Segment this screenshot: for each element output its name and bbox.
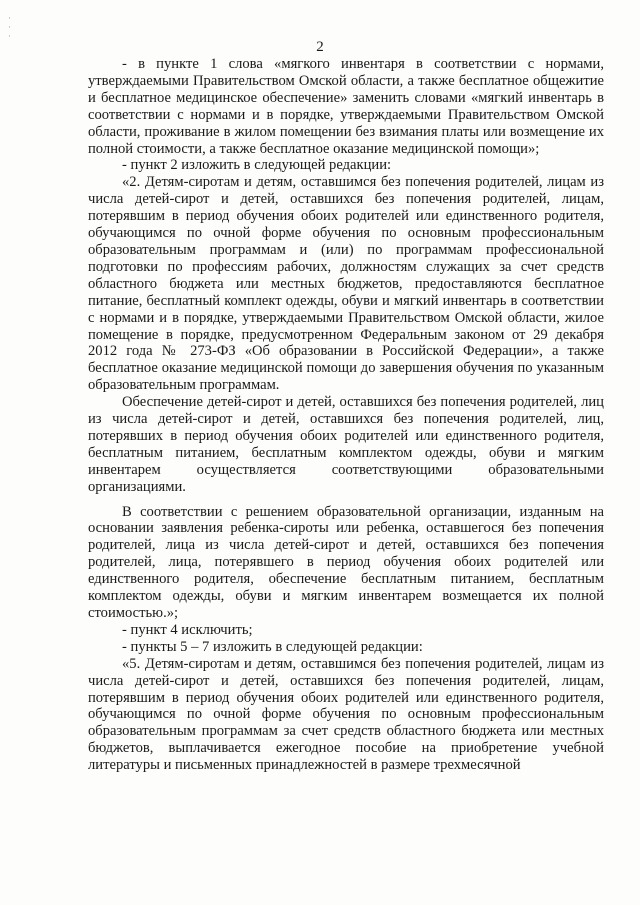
paragraph-amend-point-1: - в пункте 1 слова «мягкого инвентаря в соответствии с нормами, утверждаемыми Правительством Омской области, а также бесплатное общежитие и бесплатное медицинское обеспечение» заменить словами «мягкий инвентарь в соответствии с нормами и в порядке, утверждаемыми Правительством Омской области, проживание в жилом помещении без взимания платы или возмещение их полной стоимости, а также бесплатное оказание медицинской помощи»; — [88, 56, 604, 157]
paragraph-compensation: В соответствии с решением образовательной организации, изданным на основании заявления ребенка-сироты или ребенка, оставшегося без попечения родителей, лица из числа детей-сирот и детей, оставшихся без попечения родителей, лица, потерявшего в период обучения обоих родителей или единственного родителя, обеспечение бесплатным питанием, бесплатным комплектом одежды, обуви и мягким инвентарем возмещается их полной стоимостью.»; — [88, 503, 604, 621]
document-body — [88, 56, 604, 774]
paragraph-points-5-7-intro: - пункты 5 – 7 изложить в следующей редакции: — [122, 638, 423, 655]
paragraph-point-5-text: «5. Детям-сиротам и детям, оставшимся без попечения родителей, лицам из числа детей-сирот и детей, оставшихся без попечения родителей, лицам, потерявшим в период обучения обоих родителей или единственного родителя, обучающимся по очной форме обучения по основным профессиональным образовательным программам за счет средств областного бюджета или местных бюджетов, выплачивается ежегодное пособие на приобретение учебной литературы и письменных принадлежностей в размере трехмесячной — [88, 655, 604, 774]
paragraph-point-4-remove: - пункт 4 исключить; — [122, 621, 253, 638]
paragraph-point-2-text: «2. Детям-сиротам и детям, оставшимся без попечения родителей, лицам из числа детей-сирот и детей, оставшихся без попечения родителей, лицам, потерявшим в период обучения обоих родителей или единственного родителя, обучающимся по очной форме обучения по основным профессиональным образовательным программам и (или) по программам профессиональной подготовки по профессиям рабочих, должностям служащих за счет средств областного бюджета или местных бюджетов, предоставляются бесплатное питание, бесплатный комплект одежды, обуви и мягкий инвентарь в соответствии с нормами и в порядке, утверждаемыми Правительством Омской области, жилое помещение в порядке, предусмотренном Федеральным законом от 29 декабря 2012 года № 273-ФЗ «Об образовании в Российской Федерации», а также бесплатное оказание медицинской помощи до завершения обучения по указанным образовательным программам. — [88, 174, 604, 394]
scan-margin-mark: · · · — [8, 13, 11, 41]
paragraph-provision: Обеспечение детей-сирот и детей, оставшихся без попечения родителей, лиц из числа детей-сирот и детей, оставшихся без попечения родителей, лиц, потерявших в период обучения обоих родителей или единственного родителя, бесплатным питанием, бесплатным комплектом одежды, обуви и мягким инвентарем осуществляется соответствующими образовательными организациями. — [88, 394, 604, 495]
page-number: 2 — [316, 39, 324, 55]
paragraph-point-2-intro: - пункт 2 изложить в следующей редакции: — [122, 157, 392, 174]
